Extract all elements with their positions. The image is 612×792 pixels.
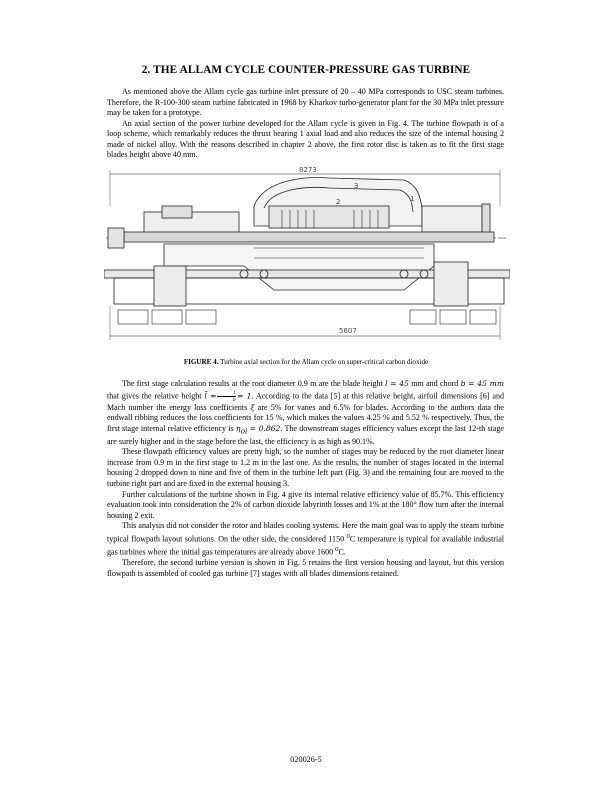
calc-p1-f: . The downstream stages efficiency values except the last 12-th stage are surely higher and in the stage before the last, the efficiency is as high as 90.1%.	[107, 423, 504, 446]
intro-paragraph-1: As mentioned above the Allam cycle gas turbine inlet pressure of 20 – 40 MPa corresponds to USC steam turbines. Therefore, the R-100-300 steam turbine fabricated in 1968 by Kharkov turbo-generator plant for the 30 MPa inlet pressure may be taken for a prototype.	[107, 87, 504, 118]
math-eta-sub: oi	[240, 426, 248, 436]
intro-paragraph-2: An axial section of the power turbine developed for the Allam cycle is given in Fig. 4. The turbine flowpath is of a loop scheme, which remarkably reduces the thrust bearing 1 axial load and also reduces the size of the internal housing 2 made of nickel alloy. With the reasons described in chapter 2 above, the first rotor disc is taken as to fit the first stage blades height above 40 mm.	[107, 118, 504, 160]
calc-paragraph-2: These flowpath efficiency values are pretty high, so the number of stages may be reduced by the root diameter linear increase from 0.9 m in the first stage to 1.2 m in the last one. As the results, the number of stages located in the internal housing 2 dropped down to nine and five of them in the turbine left part (Fig. 3) and the remaining four are moved to the turbine right part and are fixed in the external housing 3.	[107, 447, 504, 488]
fraction-numerator: l	[217, 390, 236, 397]
calc-paragraph-4	[107, 521, 504, 558]
calc-paragraph-1	[107, 379, 504, 447]
math-b-value: b = 45 mm	[460, 379, 505, 388]
figure-caption-text: Turbine axial section for the Allam cycle on super-critical carbon dioxide	[220, 358, 429, 366]
dimension-top-label: 8273	[299, 166, 317, 174]
calc-paragraph-5: Therefore, the second turbine version is shown in Fig. 5 retains the first version housing and layout, but this version flowpath is assembled of cooled gas turbine [7] stages with all blades dimensions retained.	[107, 558, 504, 578]
part-label-2: 2	[336, 198, 341, 206]
turbine-axial-section-figure	[104, 166, 510, 346]
degree-sup-1: 0	[346, 532, 350, 540]
calc-p4-b: C temperature is typical for available industrial gas turbines where the initial gas temperatures are already above 1600	[107, 534, 504, 557]
calc-p1-b: mm and chord	[411, 379, 459, 388]
calc-p1-e: are 5% for vanes and 6.5% for blades. According to the authors data the endwall ribbing reduces the loss coefficients for 15 %, which makes the values 4.25 % and 5.52 % respectively. Thus, the first stage internal relative efficiency is	[107, 402, 504, 433]
figure-caption-label: FIGURE 4.	[183, 358, 219, 366]
calc-paragraph-3: Further calculations of the turbine shown in Fig. 4 give its internal relative efficiency value of 85.7%. This efficiency evaluation took into consideration the 2% of carbon dioxide labyrinth losses and 1% at the 180° flow turn after the internal housing 2 exit.	[107, 489, 504, 520]
intro-text	[107, 87, 504, 161]
math-l-value: l = 45	[385, 379, 409, 388]
calc-p1-d: . According to the data [5] at this relative height, airfoil dimensions [6] and Mach number the energy loss coefficients	[107, 390, 504, 412]
internal-housing	[269, 206, 389, 228]
right-bearing-housing	[422, 206, 482, 232]
calc-p4-a: This analysis did not consider the rotor and blades cooling systems. Here the main goal was to apply the steam turbine typical flowpath layout solutions. On the other side, the considered 1150	[107, 521, 504, 544]
figure-caption	[0, 358, 612, 366]
math-eta-value: = 0.862	[249, 423, 281, 433]
calc-p4-c: C.	[338, 547, 346, 557]
math-xi: ξ	[250, 402, 255, 412]
math-fraction	[217, 390, 236, 403]
part-label-3: 3	[354, 182, 359, 190]
math-rel-height: l̄ =	[204, 390, 217, 400]
section-heading: 2. THE ALLAM CYCLE COUNTER-PRESSURE GAS TURBINE	[141, 64, 471, 76]
degree-sup-2: 0	[335, 545, 339, 553]
dimension-bottom-label: 5607	[339, 327, 357, 335]
part-label-1: 1	[410, 195, 415, 203]
foundation-blocks	[118, 310, 496, 324]
fraction-denominator: b	[232, 396, 236, 403]
lower-casing	[164, 244, 434, 290]
math-rel-value: = 1	[237, 390, 252, 400]
math-eta: η	[235, 423, 241, 433]
page-number: 020026-5	[290, 755, 322, 764]
calc-p1-a: The first stage calculation results at the root diameter 0.9 m are the blade height	[122, 379, 383, 388]
calc-p1-c: that gives the relative height	[107, 390, 202, 400]
calculation-text	[107, 379, 504, 579]
rotor-shaft	[124, 232, 494, 242]
